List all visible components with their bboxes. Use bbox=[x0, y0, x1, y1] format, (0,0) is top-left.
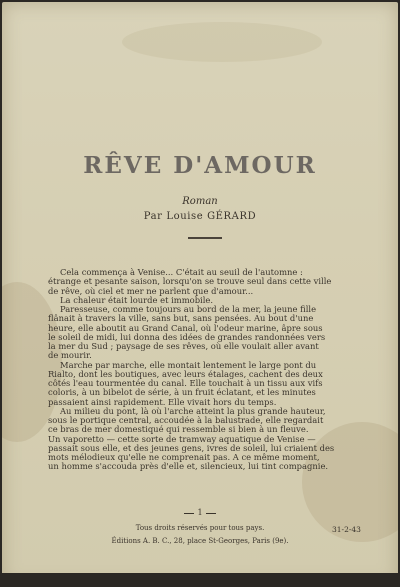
text-line: mots mélodieux qu'elle ne comprenait pas. A ce même moment, bbox=[48, 453, 320, 462]
text-line: Cela commença à Venise... C'était au seuil de l'automne : bbox=[60, 268, 303, 277]
publisher-line: Éditions A. B. C., 28, place St-Georges, Paris (9e). bbox=[111, 537, 289, 545]
paragraph bbox=[48, 407, 370, 472]
paragraph bbox=[48, 361, 370, 407]
page-number: 1 bbox=[0, 508, 400, 517]
text-line: flânait à travers la ville, sans but, sans pensées. Au bout d'une bbox=[48, 314, 314, 324]
paragraph bbox=[48, 268, 370, 296]
text-line: sous le portique central, accoudée à la balustrade, elle regardait bbox=[48, 416, 324, 425]
print-code: 31-2-43 bbox=[332, 525, 361, 534]
genre-label: Roman bbox=[182, 196, 218, 207]
page-bottom-edge bbox=[0, 573, 400, 587]
author-line: Par Louise GÉRARD bbox=[143, 211, 257, 222]
text-line: passait sous elle, et des jeunes gens, ivres de soleil, lui criaient des bbox=[48, 443, 335, 453]
paper-stain bbox=[122, 22, 322, 62]
text-line: de mourir. bbox=[48, 351, 92, 361]
document-title: RÊVE D'AMOUR bbox=[83, 152, 317, 179]
text-line: Rialto, dont les boutiques, avec leurs étalages, cachent des deux bbox=[48, 369, 323, 379]
rights-notice: Tous droits réservés pour tous pays. bbox=[135, 524, 265, 532]
text-line: La chaleur était lourde et immobile. bbox=[60, 295, 214, 305]
text-line: Au milieu du pont, là où l'arche atteint la plus grande hauteur, bbox=[60, 406, 326, 416]
text-line: étrange et pesante saison, lorsqu'on se trouve seul dans cette ville bbox=[48, 277, 332, 287]
text-line: heure, elle aboutit au Grand Canal, où l'odeur marine, âpre sous bbox=[48, 323, 323, 333]
text-line: la mer du Sud ; paysage de ses rêves, où elle voulait aller avant bbox=[48, 342, 319, 351]
text-line: passaient ainsi rapidement. Elle vivait hors du temps. bbox=[48, 397, 277, 407]
text-line: Un vaporetto — cette sorte de tramway aquatique de Venise — bbox=[48, 434, 316, 444]
text-line: côtés l'eau tourmentée du canal. Elle touchait à un tissu aux vifs bbox=[48, 379, 323, 388]
text-line: Paresseuse, comme toujours au bord de la mer, la jeune fille bbox=[60, 305, 317, 314]
text-line: le soleil de midi, lui donna des idées de grandes randonnées vers bbox=[48, 332, 326, 342]
text-line: ce bras de mer domestiqué qui ressemble si bien à un fleuve. bbox=[48, 425, 309, 435]
text-line: Marche par marche, elle montait lentement le large pont du bbox=[60, 360, 317, 370]
text-line: de rêve, où ciel et mer ne parlent que d'amour... bbox=[48, 286, 254, 296]
paragraph bbox=[48, 296, 370, 305]
paragraph bbox=[48, 305, 370, 361]
story-body bbox=[48, 268, 370, 472]
title-divider bbox=[188, 237, 222, 239]
text-line: un homme s'accouda près d'elle et, silencieux, lui tint compagnie. bbox=[48, 462, 329, 472]
text-line: coloris, à un bibelot de série, à un fruit éclatant, et les minutes bbox=[48, 388, 316, 398]
